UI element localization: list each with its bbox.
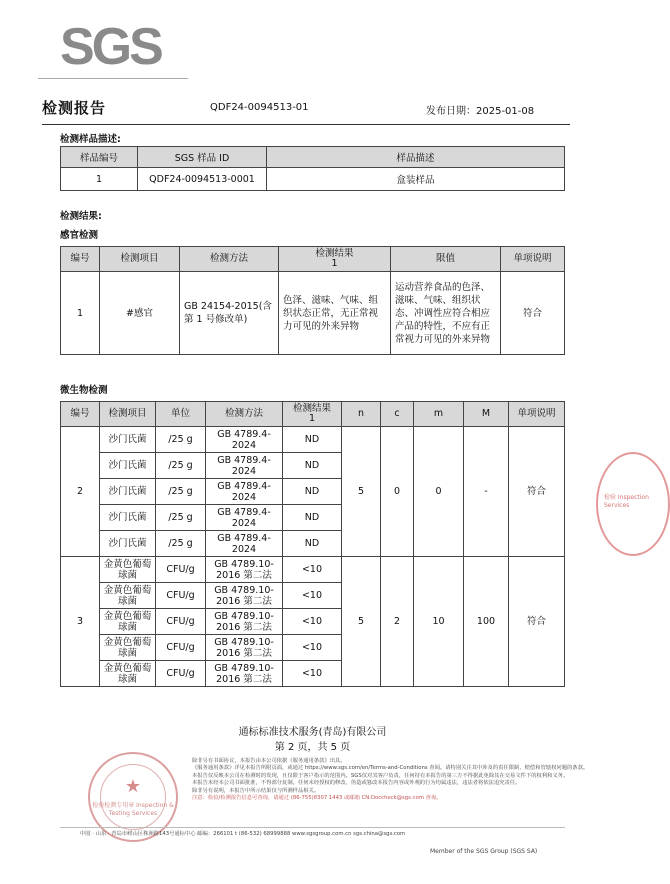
- header-divider: [42, 124, 570, 125]
- sensory-section-label: 感官检测: [60, 230, 99, 241]
- micro-c: 2: [381, 557, 414, 687]
- sensory-table: [60, 246, 565, 355]
- micro-unit: /25 g: [156, 531, 206, 557]
- micro-item: 金黄色葡萄球菌: [100, 635, 156, 661]
- table-row: [61, 557, 565, 583]
- micro-unit: /25 g: [156, 505, 206, 531]
- terms-fineprint: [192, 758, 592, 802]
- micro-method: GB 4789.10-2016 第二法: [206, 661, 283, 687]
- micro-result: ND: [283, 453, 342, 479]
- micro-m: 10: [414, 557, 464, 687]
- table-row: [61, 427, 565, 453]
- table-row: [61, 168, 565, 191]
- micro-n: 5: [342, 557, 381, 687]
- sample-col-id: SGS 样品 ID: [138, 147, 267, 168]
- member-text: Member of the SGS Group (SGS SA): [430, 848, 538, 855]
- sensory-col-limit: 限值: [391, 247, 501, 272]
- micro-item: 金黄色葡萄球菌: [100, 583, 156, 609]
- micro-col-result: 检测结果 1: [283, 402, 342, 427]
- micro-c: 0: [381, 427, 414, 557]
- sensory-method: GB 24154-2015(含第 1 号修改单): [180, 272, 279, 355]
- side-seal: [596, 452, 670, 556]
- micro-col-M: M: [464, 402, 509, 427]
- micro-result: <10: [283, 609, 342, 635]
- micro-col-c: c: [381, 402, 414, 427]
- contact-info: 中国 · 山东 · 青岛市崂山区株洲路143号通标中心 邮编：266101 t (86-532) 68999888 www.sgsgroup.com.cn sgs.china@sgs.com: [80, 831, 406, 837]
- micro-no: 2: [61, 427, 100, 557]
- micro-conclusion: 符合: [509, 427, 565, 557]
- sensory-item: #感官: [100, 272, 180, 355]
- results-label: 检测结果:: [60, 211, 102, 222]
- logo-divider: [38, 78, 188, 79]
- micro-method: GB 4789.10-2016 第二法: [206, 583, 283, 609]
- fineprint-line: 本报告仅反映本公司在检测时的发现，且仅限于客户指示的范围内。SGS仅对其客户负责，任何持有本报告的第三方不得据此免除其在交易文件下的权利和义务。: [192, 772, 569, 779]
- sensory-limit: 运动营养食品的色泽、滋味、气味、组织状态、冲调性应符合相应产品的特性，不应有正常视力可见的外来异物: [391, 272, 501, 355]
- sample-id: QDF24-0094513-0001: [138, 168, 267, 191]
- micro-item: 金黄色葡萄球菌: [100, 609, 156, 635]
- micro-method: GB 4789.10-2016 第二法: [206, 557, 283, 583]
- micro-item: 沙门氏菌: [100, 453, 156, 479]
- footer-company: 通标标准技术服务(青岛)有限公司: [238, 727, 387, 738]
- micro-result: ND: [283, 505, 342, 531]
- micro-unit: CFU/g: [156, 635, 206, 661]
- micro-n: 5: [342, 427, 381, 557]
- micro-col-unit: 单位: [156, 402, 206, 427]
- micro-item: 沙门氏菌: [100, 427, 156, 453]
- micro-col-item: 检测项目: [100, 402, 156, 427]
- side-seal-text: 检验 Inspection Services: [604, 494, 649, 509]
- micro-method: GB 4789.4-2024: [206, 531, 283, 557]
- sensory-conclusion: 符合: [501, 272, 565, 355]
- issue-date: [426, 102, 534, 117]
- sample-col-desc: 样品描述: [267, 147, 565, 168]
- sample-desc: 盒装样品: [267, 168, 565, 191]
- micro-col-method: 检测方法: [206, 402, 283, 427]
- micro-M: 100: [464, 557, 509, 687]
- micro-unit: /25 g: [156, 479, 206, 505]
- micro-item: 沙门氏菌: [100, 505, 156, 531]
- micro-result: ND: [283, 427, 342, 453]
- micro-conclusion: 符合: [509, 557, 565, 687]
- micro-method: GB 4789.10-2016 第二法: [206, 609, 283, 635]
- micro-no: 3: [61, 557, 100, 687]
- micro-result: <10: [283, 635, 342, 661]
- micro-item: 金黄色葡萄球菌: [100, 557, 156, 583]
- issue-date-value: 2025-01-08: [476, 106, 535, 117]
- micro-col-conclusion: 单项说明: [509, 402, 565, 427]
- micro-col-no: 编号: [61, 402, 100, 427]
- fineprint-verify: 注意：检验/检测报告信息可查询，请通过 (86-755)8307 1443 或邮箱 CN.Doccheck@sgs.com 查询。: [192, 795, 442, 802]
- inspection-seal: ★ 检验检测专用章 Inspection & Testing Services: [88, 752, 178, 842]
- micro-table: [60, 401, 565, 687]
- sample-col-no: 样品编号: [61, 147, 138, 168]
- micro-result: <10: [283, 557, 342, 583]
- micro-method: GB 4789.4-2024: [206, 505, 283, 531]
- sample-table: [60, 146, 565, 191]
- micro-method: GB 4789.10-2016 第二法: [206, 635, 283, 661]
- seal-text: 检验检测专用章 Inspection & Testing Services: [92, 802, 174, 817]
- sensory-col-no: 编号: [61, 247, 100, 272]
- micro-method: GB 4789.4-2024: [206, 479, 283, 505]
- micro-m: 0: [414, 427, 464, 557]
- micro-result: ND: [283, 531, 342, 557]
- micro-result: <10: [283, 661, 342, 687]
- issue-date-label: 发布日期：: [426, 106, 476, 117]
- micro-item: 沙门氏菌: [100, 479, 156, 505]
- micro-method: GB 4789.4-2024: [206, 427, 283, 453]
- sensory-col-item: 检测项目: [100, 247, 180, 272]
- sensory-result: 色泽、滋味、气味、组织状态正常，无正常视力可见的外来异物: [279, 272, 391, 355]
- sample-no: 1: [61, 168, 138, 191]
- micro-unit: CFU/g: [156, 661, 206, 687]
- micro-unit: /25 g: [156, 427, 206, 453]
- micro-col-n: n: [342, 402, 381, 427]
- report-number: QDF24-0094513-01: [210, 102, 309, 113]
- micro-result: <10: [283, 583, 342, 609]
- table-row: [61, 272, 565, 355]
- footer-page: 第 2 页，共 5 页: [274, 742, 351, 753]
- micro-unit: /25 g: [156, 453, 206, 479]
- fineprint-line: 除非另有说明，本报告中所示结果仅与所测样品相关。: [192, 787, 320, 794]
- micro-col-m: m: [414, 402, 464, 427]
- sensory-no: 1: [61, 272, 100, 355]
- micro-unit: CFU/g: [156, 609, 206, 635]
- sensory-col-method: 检测方法: [180, 247, 279, 272]
- fineprint-line: 《服务通用条款》详见本报告所附页面，或通过 https://www.sgs.com/en/Terms-and-Conditions 查阅。请特别关注其中涉及的责任限制、赔偿和管辖权问题的条款。: [192, 765, 589, 772]
- contact-divider: [60, 827, 565, 828]
- micro-unit: CFU/g: [156, 583, 206, 609]
- micro-item: 沙门氏菌: [100, 531, 156, 557]
- sample-section-label: 检测样品描述:: [60, 134, 121, 145]
- micro-unit: CFU/g: [156, 557, 206, 583]
- fineprint-line: 除非另有书面协议，本报告由本公司依据《服务通用条款》出具。: [192, 758, 346, 764]
- micro-item: 金黄色葡萄球菌: [100, 661, 156, 687]
- sensory-col-result: 检测结果 1: [279, 247, 391, 272]
- micro-M: -: [464, 427, 509, 557]
- micro-result: ND: [283, 479, 342, 505]
- micro-section-label: 微生物检测: [60, 385, 108, 396]
- sgs-logo: SGS: [60, 18, 161, 76]
- fineprint-line: 本报告未经本公司书面批准，不得部分复制。任何未经授权的修改、伪造或篡改本报告内容或外观的行为均属违法，违法者将依法追究责任。: [192, 780, 521, 787]
- sensory-col-conclusion: 单项说明: [501, 247, 565, 272]
- micro-method: GB 4789.4-2024: [206, 453, 283, 479]
- report-title: 检测报告: [42, 99, 107, 117]
